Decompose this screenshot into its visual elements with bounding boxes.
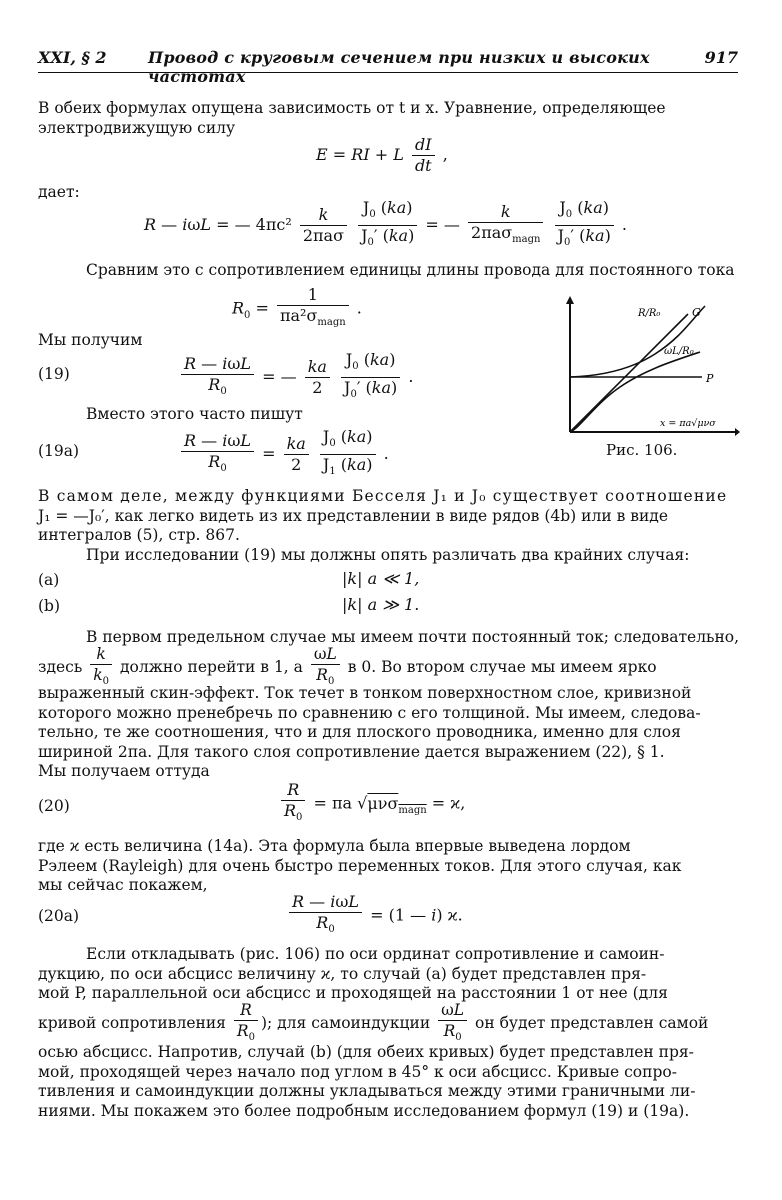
equation-20: $\frac{R}{R_0}$ = πa √μνσ$_{magn}$ = ϰ, <box>278 780 465 828</box>
text-line: При исследовании (19) мы должны опять различать два крайних случая: <box>86 546 690 564</box>
text-line: электродвижущую силу <box>38 119 236 137</box>
label-p: P <box>706 372 714 385</box>
label-r-r0: R/R₀ <box>638 308 661 319</box>
text-line: Если откладывать (рис. 106) по оси ординат сопротивление и самоин- <box>86 945 665 963</box>
text-line: которого можно пренебречь по сравнению с его толщиной. Мы имеем, следова- <box>38 704 701 722</box>
text-line: Вместо этого часто пишут <box>86 405 303 423</box>
case-a: |k| a ≪ 1, <box>342 569 420 588</box>
text-fragment: в 0. Во втором случае мы имеем ярко <box>347 658 657 677</box>
text-line: В первом предельном случае мы имеем почти постоянный ток; следовательно, <box>86 628 740 646</box>
figure-caption: Рис. 106. <box>606 441 678 459</box>
text-line-with-fractions: кривой сопротивления $\frac{R}{R_0}$ ); для самоиндукции $\frac{\omega L}{R_0}$ он будет представлен самой <box>38 1001 709 1044</box>
case-a-label: (a) <box>38 571 60 589</box>
case-b: |k| a ≫ 1. <box>342 595 420 614</box>
case-b-label: (b) <box>38 597 61 615</box>
text-line: Рэлеем (Rayleigh) для очень быстро переменных токов. Для этого случая, как <box>38 857 682 875</box>
equation-r0: $R_0$ = $\frac{1}{\pi a^2\sigma_{magn}}$ . <box>232 285 362 329</box>
text-line: В самом деле, между функциями Бесселя J₁ и J₀ существует соотношение <box>38 487 728 505</box>
text-line: тивления и самоиндукции должны укладываться между этими граничными ли- <box>38 1082 696 1100</box>
text-line: выраженный скин-эффект. Ток течет в тонком поверхностном слое, кривизной <box>38 684 692 702</box>
label-g: G <box>692 306 701 319</box>
text-line: ниями. Мы покажем это более подробным исследованием формул (19) и (19a). <box>38 1102 690 1120</box>
equation-19a-label: (19a) <box>38 442 80 460</box>
text-fragment: должно перейти в 1, а <box>119 658 303 677</box>
equation-20a-label: (20a) <box>38 907 80 925</box>
text-line: мой P, параллельной оси абсцисс и проходящей на расстоянии 1 от нее (для <box>38 984 668 1002</box>
text-line: мы сейчас покажем, <box>38 876 208 894</box>
equation-emf: E = RI + L $\frac{dI}{dt}$ , <box>316 135 448 175</box>
text-line: Сравним это с сопротивлением единицы длины провода для постоянного тока <box>86 261 735 279</box>
text-line: интегралов (5), стр. 867. <box>38 526 240 544</box>
equation-19a: $\frac{\text{R — iωL}}{R_0}$ = $\frac{ka}{2}$ $\frac{J_0 (ka)}{J_1 (ka)}$ . <box>178 427 389 482</box>
figure-106 <box>560 292 740 462</box>
y-axis-arrow <box>566 296 574 304</box>
text-line: Мы получим <box>38 331 143 349</box>
line-g <box>570 314 688 432</box>
x-axis-arrow <box>735 428 740 436</box>
text-line: J₁ = —J₀′, как легко видеть из их представлении в виде рядов (4b) или в виде <box>38 507 669 525</box>
text-line: тельно, те же соотношения, что и для плоского проводника, именно для слоя <box>38 723 681 741</box>
text-line-with-fractions: здесь $\frac{k}{k_0}$ должно перейти в 1, а $\frac{\omega L}{R_0}$ в 0. Во втором случае мы имеем ярко <box>38 645 657 688</box>
text-line: шириной 2πa. Для такого слоя сопротивление дается выражением (22), § 1. <box>38 743 665 761</box>
text-fragment: ); для самоиндукции <box>260 1014 431 1033</box>
equation-r-minus-iwl: R — iωL = — 4πc² $\frac{k}{\text{2πaσ}}$ $\frac{J_0 (ka)}{J_0' (ka)}$ = — $\frac{k}{2\pi a\sigma_{magn}}$ $\frac{J_0 (ka)}{J_0' (ka)}$ . <box>144 198 627 249</box>
equation-20-label: (20) <box>38 797 70 815</box>
equation-19-label: (19) <box>38 365 70 383</box>
label-wl-r0: ωL/R₀ <box>664 346 694 357</box>
equation-19: $\frac{\text{R — iωL}}{R_0}$ = — $\frac{ka}{2}$ $\frac{J_0 (ka)}{J_0' (ka)}$ . <box>178 350 413 405</box>
text-line: В обеих формулах опущена зависимость от t и x. Уравнение, определяющее <box>38 99 666 117</box>
text-fragment: он будет представлен самой <box>475 1014 709 1033</box>
section-number: XXI, § 2 <box>38 48 107 67</box>
label-x-axis: x = πa√μνσ <box>660 418 716 429</box>
text-line: мой, проходящей через начало под углом в 45° к оси абсцисс. Кривые сопро- <box>38 1063 677 1081</box>
text-fragment: здесь <box>38 658 83 677</box>
text-line: дает: <box>38 183 80 201</box>
page-number: 917 <box>704 48 738 67</box>
text-line: дукцию, по оси абсцисс величину ϰ, то случай (a) будет представлен пря- <box>38 965 647 983</box>
running-title: Провод с круговым сечением при низких и высоких частотах <box>148 48 650 86</box>
equation-20a: $\frac{\text{R — iωL}}{R_0}$ = (1 — i) ϰ. <box>286 892 463 940</box>
text-line: осью абсцисс. Напротив, случай (b) (для обеих кривых) будет представлен пря- <box>38 1043 694 1061</box>
text-line: где ϰ есть величина (14a). Эта формула была впервые выведена лордом <box>38 837 631 855</box>
text-fragment: кривой сопротивления <box>38 1014 226 1033</box>
text-line: Мы получаем оттуда <box>38 762 210 780</box>
running-header <box>38 48 738 86</box>
